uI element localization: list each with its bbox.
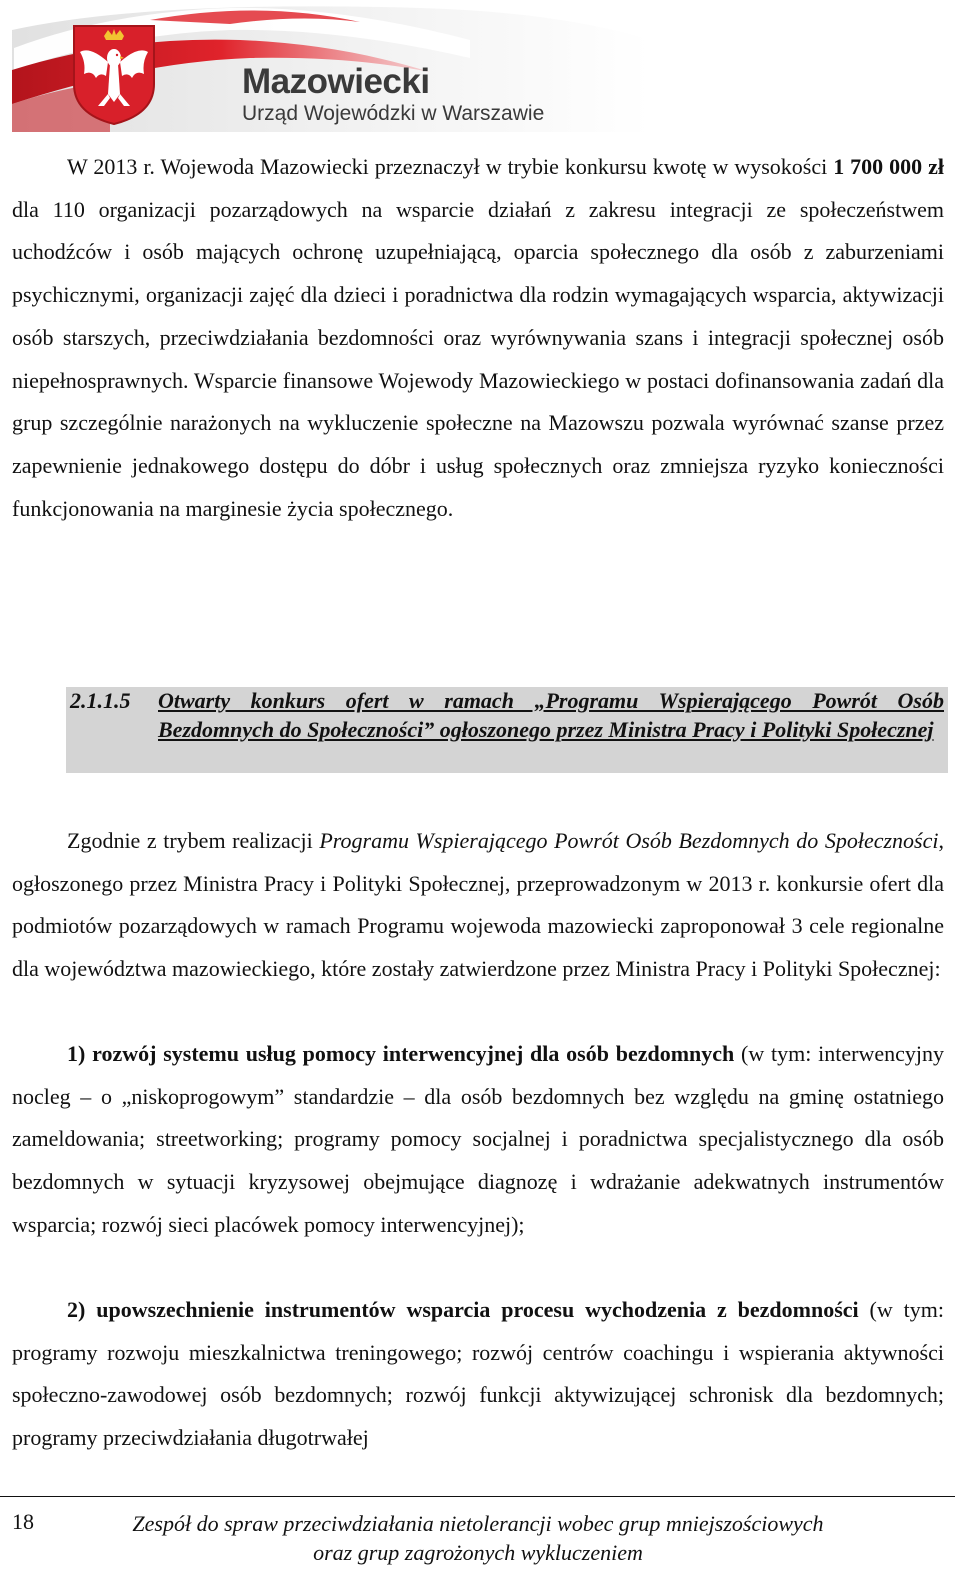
program-text-start: Zgodnie z trybem realizacji xyxy=(67,828,320,853)
program-name: Programu Wspierającego Powrót Osób Bezdomnych do Społeczności xyxy=(319,828,939,853)
section-number: 2.1.1.5 xyxy=(70,688,131,713)
goal-2-title: 2) upowszechnienie instrumentów wsparcia procesu wychodzenia z bezdomności xyxy=(67,1297,859,1322)
page-number: 18 xyxy=(12,1509,34,1534)
goal-1-title: 1) rozwój systemu usług pomocy interwencyjnej dla osób bezdomnych xyxy=(67,1041,735,1066)
org-subtitle: Urząd Wojewódzki w Warszawie xyxy=(242,102,545,125)
section-heading xyxy=(66,687,948,773)
section-title: Otwarty konkurs ofert w ramach „Programu Wspierającego Powrót Osób Bezdomnych do Społeczności” ogłoszonego przez Ministra Pracy i Polityki Społecznej xyxy=(158,688,944,742)
intro-text-rest: dla 110 organizacji pozarządowych na wsparcie działań z zakresu integracji ze społeczeństwem uchodźców i osób mających ochronę uzupełniającą, oparcia społecznego dla osób z zaburzeniami psychicznymi, organizacji zajęć dla dzieci i poradnictwa dla rodzin wymagających wsparcia, aktywizacji osób starszych, przeciwdziałania bezdomności oraz wyrównywania szans i integracji społecznej osób niepełnosprawnych. Wsparcie finansowe Wojewody Mazowieckiego w postaci dofinansowania zadań dla grup szczególnie narażonych na wykluczenie społeczne na Mazowszu pozwala wyrównać szanse przez zapewnienie jednakowego dostępu do dóbr i usług społecznych oraz zmniejsza ryzyko konieczności funkcjonowania na marginesie życia społecznego. xyxy=(12,196,944,521)
footer-line-2: oraz grup zagrożonych wykluczeniem xyxy=(313,1540,643,1565)
goal-2-text: (w tym: programy rozwoju mieszkalnictwa treningowego; rozwój centrów coachingu i wspierania aktywności społeczno-zawodowej osób bezdomnych; rozwój funkcji aktywizującej schronisk dla bezdomnych; programy przeciwdziałania długotrwałej xyxy=(12,1297,944,1451)
white-eagle-emblem-icon xyxy=(70,22,158,126)
org-name: Mazowiecki xyxy=(242,62,430,101)
header-banner xyxy=(0,0,960,140)
program-paragraph xyxy=(12,820,944,991)
footer-caption xyxy=(74,1509,882,1567)
goal-1-text: (w tym: interwencyjny nocleg – o „niskoprogowym” standardzie – dla osób bezdomnych bez względu na gminę ostatniego zameldowania; streetworking; programy pomocy socjalnej i poradnictwa specjalistycznego dla osób bezdomnych w sytuacji kryzysowej obejmujące diagnozę i wdrażanie adekwatnych instrumentów wsparcia; rozwój sieci placówek pomocy interwencyjnej); xyxy=(12,1041,944,1237)
goal-2-paragraph xyxy=(12,1289,944,1460)
intro-paragraph xyxy=(12,146,944,530)
grant-amount: 1 700 000 zł xyxy=(833,154,944,179)
intro-text-start: W 2013 r. Wojewoda Mazowiecki przeznaczył w trybie konkursu kwotę w wysokości xyxy=(67,154,834,179)
footer-divider xyxy=(0,1496,955,1497)
footer-line-1: Zespół do spraw przeciwdziałania nietolerancji wobec grup mniejszościowych xyxy=(132,1511,824,1536)
program-text-rest: , ogłoszonego przez Ministra Pracy i Polityki Społecznej, przeprowadzonym w 2013 r. konkursie ofert dla podmiotów pozarządowych w ramach Programu wojewoda mazowiecki zaproponował 3 cele regionalne dla województwa mazowieckiego, które zostały zatwierdzone przez Ministra Pracy i Polityki Społecznej: xyxy=(12,828,944,982)
goal-1-paragraph xyxy=(12,1033,944,1247)
